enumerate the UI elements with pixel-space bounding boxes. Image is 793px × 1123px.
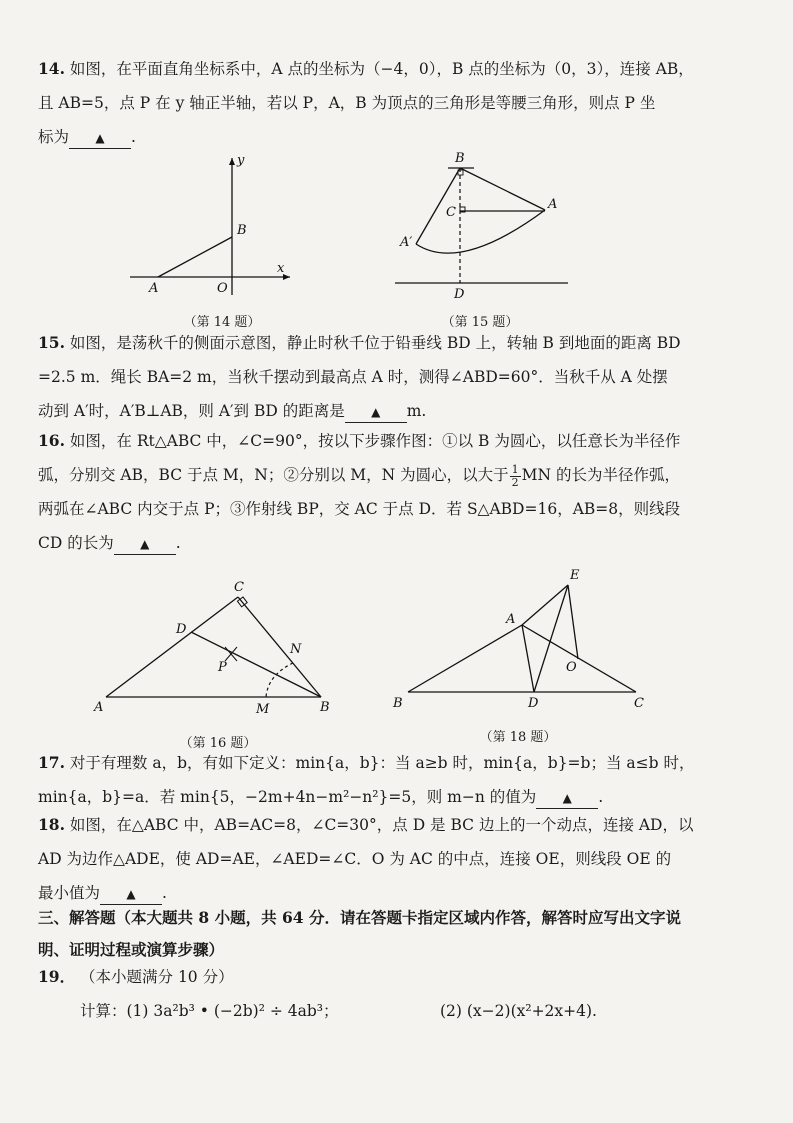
label-B: B (393, 696, 403, 711)
label-A: A (94, 700, 104, 715)
section-3-heading (38, 902, 758, 966)
question-15 (38, 326, 758, 428)
answer-blank[interactable] (536, 787, 598, 809)
triangle-mark: ▲ (371, 405, 381, 419)
figure-15-caption: （第 15 题） (441, 315, 519, 330)
question-text: . (131, 128, 136, 146)
question-number: 14. (38, 59, 65, 78)
question-text: 如图，在△ABC 中，AB=AC=8，∠C=30°，点 D 是 BC 边上的一个动点，连接 AD，以 (69, 816, 694, 834)
triangle-mark: ▲ (140, 537, 150, 551)
question-text: . (162, 884, 167, 902)
label-D: D (176, 622, 187, 637)
triangle-mark: ▲ (95, 131, 105, 145)
label-E: E (570, 568, 580, 583)
question-number: 17. (38, 753, 65, 772)
label-C: C (634, 696, 644, 711)
question-text: MN 的长为半径作弧， (521, 466, 680, 484)
question-text: 对于有理数 a，b，有如下定义：min{a，b}：当 a≥b 时，min{a，b}=b；当 a≤b 时， (69, 754, 695, 772)
question-text: CD 的长为 (38, 534, 114, 552)
triangle-mark: ▲ (126, 887, 136, 901)
label-A: A (506, 612, 516, 627)
question-text: 两弧在∠ABC 内交于点 P；③作射线 BP，交 AC 于点 D．若 S△ABD=16，AB=8，则线段 (38, 500, 681, 518)
label-A: A (548, 197, 558, 212)
question-19 (38, 960, 758, 1028)
label-C: C (234, 580, 244, 595)
question-text: . (598, 788, 604, 806)
question-text: 弧，分别交 AB，BC 于点 M，N；②分别以 M，N 为圆心，以大于 (38, 466, 509, 484)
label-O: O (217, 281, 228, 296)
question-number: 15. (38, 333, 65, 352)
figure-16-caption: （第 16 题） (179, 736, 257, 751)
figure-18-caption: （第 18 题） (479, 730, 557, 745)
question-text: 如图，在平面直角坐标系中，A 点的坐标为（−4，0），B 点的坐标为（0，3），连接 AB， (69, 60, 694, 78)
question-text: 动到 A′时，A′B⊥AB，则 A′到 BD 的距离是 (38, 402, 345, 420)
label-y: y (237, 153, 245, 168)
figure-14-caption: （第 14 题） (183, 315, 261, 330)
label-x: x (277, 261, 285, 276)
question-number: 19． (38, 967, 76, 986)
label-A: A (149, 281, 159, 296)
label-P: P (218, 660, 227, 675)
answer-blank[interactable] (69, 127, 131, 149)
label-D: D (454, 287, 465, 302)
fraction-one-half: $\frac{1}{2}$ (511, 462, 519, 489)
question-number: 18. (38, 815, 65, 834)
label-O: O (566, 660, 577, 675)
question-text: 最小值为 (38, 884, 101, 902)
question-17 (38, 746, 758, 814)
question-text: 标为 (38, 128, 70, 146)
question-text: min{a，b}=a．若 min{5，−2m+4n−m²−n²}=5，则 m−n 的值为 (38, 788, 537, 806)
figure-14 (125, 150, 300, 300)
label-M: M (256, 702, 270, 717)
figure-15 (390, 148, 575, 303)
section-heading-line: 明、证明过程或演算步骤） (38, 940, 225, 959)
question-number: 16. (38, 431, 65, 450)
answer-blank[interactable] (345, 401, 407, 423)
question-text: =2.5 m．绳长 BA=2 m，当秋千摆动到最高点 A 时，测得∠ABD=60°．当秋千从 A 处摆 (38, 368, 668, 386)
question-score: （本小题满分 10 分） (80, 968, 234, 986)
label-B: B (237, 223, 247, 238)
question-text: 如图，在 Rt△ABC 中，∠C=90°，按以下步骤作图：①以 B 为圆心，以任意长为半径作 (69, 432, 681, 450)
question-18 (38, 808, 758, 910)
label-B: B (320, 700, 330, 715)
question-text: AD 为边作△ADE，使 AD=AE，∠AED=∠C．O 为 AC 的中点，连接 OE，则线段 OE 的 (38, 850, 672, 868)
question-part-1: 计算：(1) 3a²b³ • (−2b)² ÷ 4ab³； (80, 1002, 339, 1020)
question-text: m. (406, 402, 427, 420)
label-N: N (290, 642, 302, 657)
figure-16 (88, 575, 343, 720)
section-heading-line: 三、解答题（本大题共 8 小题，共 64 分．请在答题卡指定区域内作答，解答时应写出文字说 (38, 908, 681, 927)
label-B: B (455, 151, 465, 166)
label-D: D (528, 696, 539, 711)
question-text: 且 AB=5，点 P 在 y 轴正半轴，若以 P，A，B 为顶点的三角形是等腰三角形，则点 P 坐 (38, 94, 656, 112)
question-text: 如图，是荡秋千的侧面示意图，静止时秋千位于铅垂线 BD 上，转轴 B 到地面的距离 BD (69, 334, 681, 352)
triangle-mark: ▲ (562, 791, 572, 805)
question-14 (38, 52, 758, 154)
answer-blank[interactable] (114, 533, 176, 555)
question-text: . (175, 534, 181, 552)
label-C: C (446, 205, 456, 220)
figure-18 (388, 565, 653, 715)
question-part-2: (2) (x−2)(x²+2x+4). (440, 1002, 597, 1020)
question-16 (38, 424, 758, 560)
label-A-prime: A′ (400, 235, 413, 250)
